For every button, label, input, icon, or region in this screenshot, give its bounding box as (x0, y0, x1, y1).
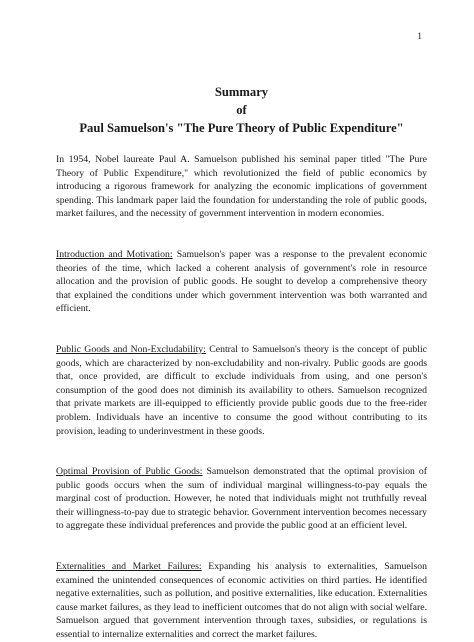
intro-paragraph: In 1954, Nobel laureate Paul A. Samuelson published his seminal paper titled "The Pure Theory of Public Expenditure," which revolutionized the field of public economics by introducing a rigorous framework for analyzing the economic implications of government spending. This landmark paper laid the foundation for understanding the role of public goods, market failures, and the necessity of government intervention in modern economies. (56, 154, 427, 220)
section-body: Expanding his analysis to externalities, Samuelson examined the unintended consequences of economic activities on third parties. He identified negative externalities, such as pollution, and positive externalities, like education. Externalities cause market failures, as they lead to inefficient outcomes that do not align with social welfare. Samuelson argued that government intervention through taxes, subsidies, or regulations is essential to internalize externalities and correct the market failures. (56, 561, 428, 641)
section-introduction-motivation (56, 248, 427, 316)
section-heading: Public Goods and Non-Excludability: (56, 343, 206, 355)
section-body: Central to Samuelson's theory is the concept of public goods, which are characterized by non-excludability and non-rivalry. Public goods are goods that, once provided, are difficult to exclude individuals from using, and one person's consumption of the good does not diminish its availability to others. Samuelson recognized that private markets are ill-equipped to efficiently provide public goods due to the free-rider problem. Individuals have an incentive to consume the good without contributing to its provision, leading to underinvestment in these goods. (56, 343, 427, 437)
section-heading: Introduction and Motivation: (56, 248, 173, 260)
title-line-of: of (236, 103, 247, 117)
section-externalities (56, 560, 427, 642)
section-optimal-provision (56, 465, 427, 533)
page-number: 1 (417, 32, 422, 42)
document-title (56, 0, 427, 137)
section-body: Samuelson's paper was a response to the prevalent economic theories of the time, which lacked a coherent analysis of government's role in resource allocation and the provision of public goods. He sought to develop a comprehensive theory that explained the conditions under which government intervention was both warranted and efficient. (56, 248, 427, 315)
section-heading: Externalities and Market Failures: (56, 561, 202, 573)
title-line-summary: Summary (214, 85, 269, 99)
section-body: Samuelson demonstrated that the optimal provision of public goods occurs when the sum of individual marginal willingness-to-pay equals the marginal cost of production. However, he noted that individuals might not truthfully reveal their willingness-to-pay due to strategic behavior. Government intervention becomes necessary to aggregate these individual preferences and provide the public good at an efficient level. (56, 466, 428, 532)
section-public-goods (56, 343, 427, 438)
title-line-paper-name: Paul Samuelson's "The Pure Theory of Public Expenditure" (79, 121, 404, 135)
section-heading: Optimal Provision of Public Goods: (56, 466, 203, 478)
